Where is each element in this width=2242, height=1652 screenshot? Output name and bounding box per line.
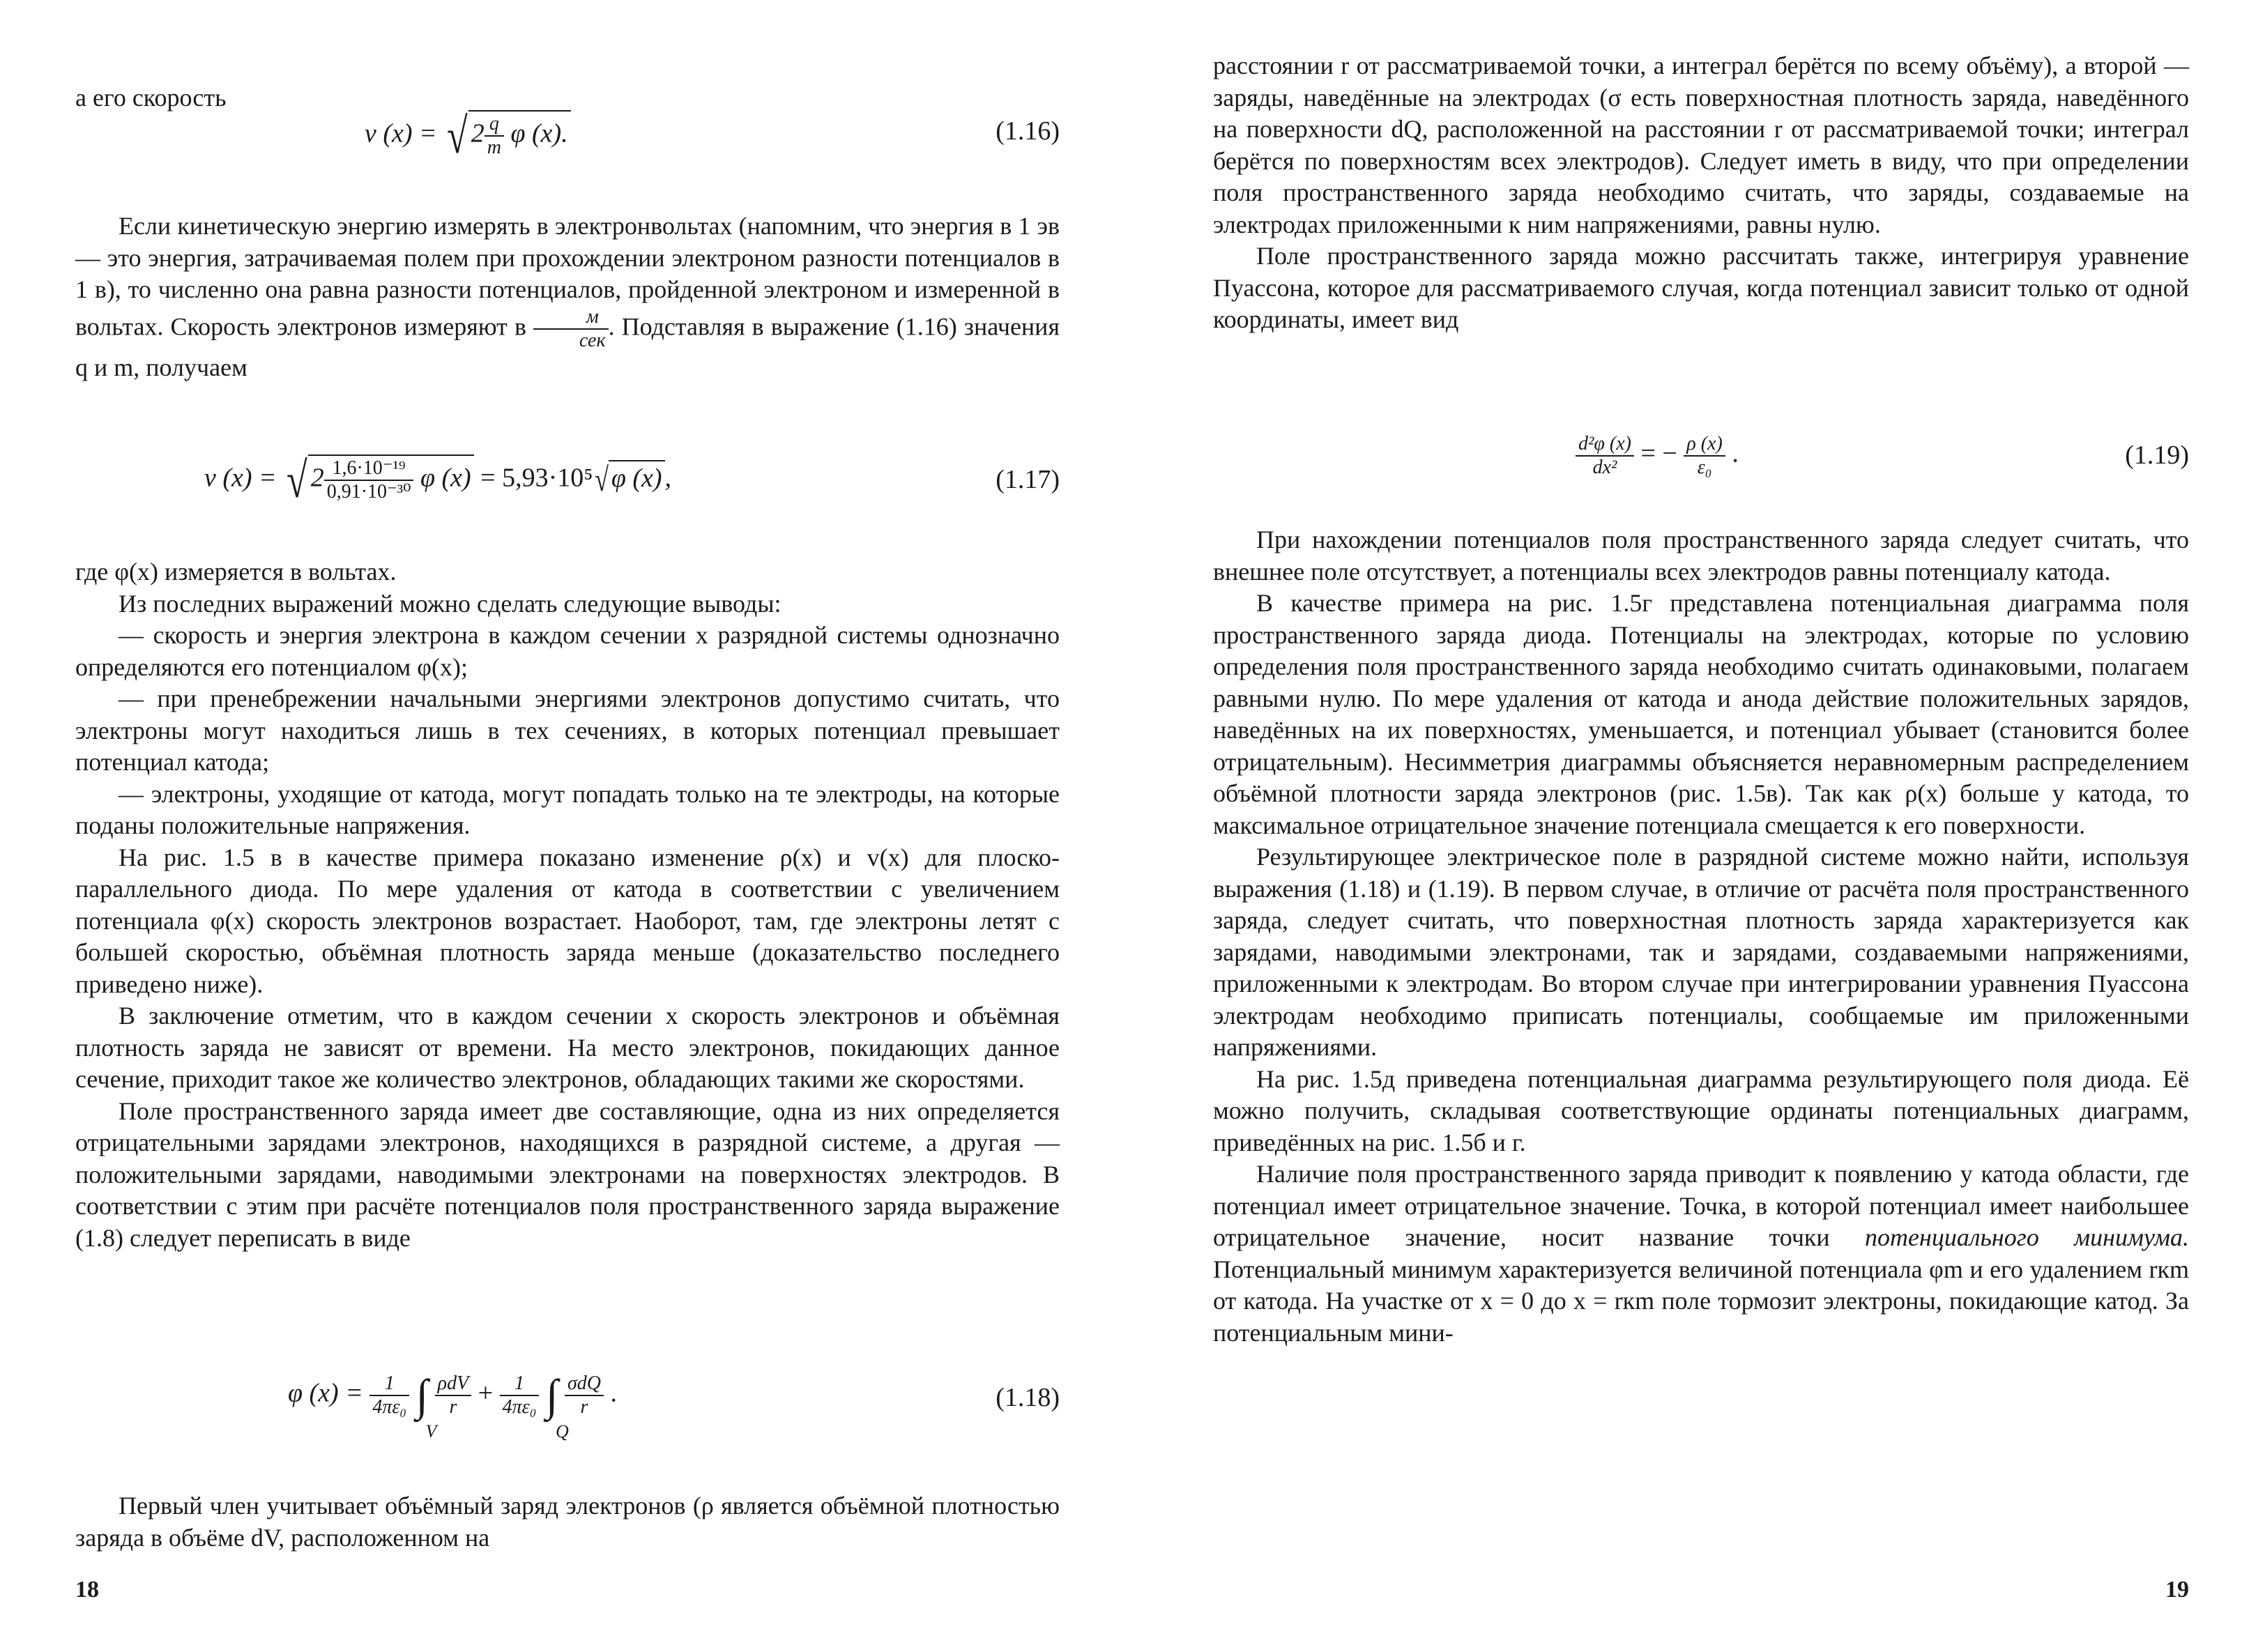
eq-1-16-phi: φ (x). bbox=[510, 118, 568, 148]
potential-minimum-text-b: Потенциальный минимум характеризуется величиной потенциала φm и его удалением rкm от катода. На участке от x = 0 до x = rкm поле тормозит электроны, покидающие катод. За потенциальным мини- bbox=[1213, 1255, 2189, 1347]
integral-volume-sub: V bbox=[425, 1421, 437, 1441]
eq-1-19-number: (1.19) bbox=[2125, 441, 2189, 470]
eq-1-19-period: . bbox=[1732, 438, 1739, 468]
eq-1-16-lhs: v (x) = bbox=[365, 118, 437, 148]
eq-1-19-rhs bbox=[1684, 433, 1725, 479]
radical-sign: √ bbox=[287, 452, 307, 508]
integrand-2-num: σdQ bbox=[565, 1372, 604, 1396]
eq-1-19-lhs-den: dx² bbox=[1592, 457, 1617, 478]
integrand-1-den: r bbox=[449, 1396, 457, 1418]
eq-1-19-equals: = − bbox=[1640, 438, 1677, 468]
integral-volume-icon: ∫ V bbox=[415, 1370, 437, 1441]
left-body bbox=[75, 556, 1060, 1254]
paragraph-time-independence: В заключение отметим, что в каждом сечении x скорость электронов и объёмная плотность заряда не зависят от времени. На место электронов, покидающих данное сечение, приходит такое же количество электронов, обладающих такими же скоростями. bbox=[75, 1002, 1060, 1093]
radical-sign-2: √ bbox=[595, 461, 609, 498]
eq-1-17-frac bbox=[324, 457, 414, 503]
page-number-18: 18 bbox=[75, 1577, 99, 1603]
equation-1-18 bbox=[75, 1363, 1060, 1460]
right-body-top bbox=[1213, 50, 2189, 336]
eq-1-17-lhs: v (x) = bbox=[204, 463, 277, 493]
paragraph-external-field: При нахождении потенциалов поля пространственного заряда следует считать, что внешнее поле отсутствует, а потенциалы всех электродов равны потенциалу катода. bbox=[1213, 526, 2189, 586]
intro-line: а его скорость bbox=[75, 84, 227, 112]
paragraph-poisson: Поле пространственного заряда можно рассчитать также, интегрируя уравнение Пуассона, которое для рассматриваемого случая, когда потенциал зависит только от одной координаты, имеет вид bbox=[1213, 242, 2189, 333]
eq-1-19-rhs-den: ε₀ bbox=[1697, 457, 1712, 478]
eq-1-16-number: (1.16) bbox=[996, 116, 1060, 146]
paragraph-energy bbox=[75, 211, 1060, 383]
eq-1-17-rhs: = 5,93·10⁵ bbox=[480, 463, 593, 493]
eq-1-17-frac-den: 0,91·10⁻³⁰ bbox=[326, 481, 411, 503]
unit-den: сек bbox=[579, 329, 606, 351]
paragraph-fig-1-5d: На рис. 1.5д приведена потенциальная диаграмма результирующего поля диода. Её можно получить, складывая соответствующие ординаты потенциальных диаграмм, приведённых на рис. 1.5б и г. bbox=[1213, 1064, 2189, 1156]
eq-1-17-radicand bbox=[308, 454, 474, 503]
eq-1-17-number: (1.17) bbox=[996, 465, 1060, 494]
eq-1-19-lhs bbox=[1576, 433, 1634, 479]
paragraph-phi-volts: где φ(x) измеряется в вольтах. bbox=[75, 558, 397, 586]
paragraph-energy-text: Если кинетическую энергию измерять в электронвольтах (напомним, что энергия в 1 эв — это энергия, затрачиваемая полем при прохождении электроном разности потенциалов в 1 в), то численно она равна разности потенциалов, пройденной электроном и измеренной в вольтах. Скорость электронов измеряют в bbox=[75, 212, 1060, 340]
eq-1-19-lhs-num: d²φ (x) bbox=[1576, 433, 1634, 457]
left-page bbox=[75, 0, 1060, 1652]
unit-m-per-sec bbox=[533, 306, 609, 352]
eq-1-16-frac-num: q bbox=[485, 113, 504, 137]
eq-1-17-coef: 2 bbox=[310, 463, 324, 493]
paragraph-energy-tail: . Подставляя в выражение (1.16) значения q и m, получаем bbox=[75, 312, 1060, 381]
eq-1-18-plus: + bbox=[478, 1378, 494, 1408]
right-page bbox=[1213, 0, 2189, 1652]
eq-1-18-lhs: φ (x) = bbox=[288, 1378, 363, 1408]
unit-num: м bbox=[533, 306, 609, 330]
eq-1-18-integrand-2 bbox=[565, 1372, 604, 1418]
paragraph-potential-minimum bbox=[1213, 1158, 2189, 1349]
eq-1-17-comma: , bbox=[664, 463, 672, 493]
right-body bbox=[1213, 524, 2189, 1349]
coef-2-num: 1 bbox=[500, 1372, 540, 1396]
coef-1-num: 1 bbox=[369, 1372, 409, 1396]
eq-1-18-number: (1.18) bbox=[996, 1383, 1060, 1412]
bullet-3: — электроны, уходящие от катода, могут попадать только на те электроды, на которые поданы положительные напряжения. bbox=[75, 779, 1060, 839]
potential-minimum-term: потенциального минимума. bbox=[1865, 1223, 2190, 1251]
paragraph-conclusions: Из последних выражений можно сделать следующие выводы: bbox=[119, 589, 781, 618]
integral-surface-icon: ∫ Q bbox=[545, 1370, 569, 1441]
integrand-2-den: r bbox=[580, 1396, 588, 1418]
eq-1-16-radicand bbox=[468, 110, 571, 159]
paragraph-distance: расстоянии r от рассматриваемой точки, а интеграл берётся по всему объёму), а второй — заряды, наведённые на электродах (σ есть поверхностная плотность заряда, наведённого на поверхности dQ, расположенной на расстоянии r от рассматриваемой точки; интеграл берётся по поверхностям всех электродов). Следует иметь в виду, что при определении поля пространственного заряда необходимо считать, что заряды, создаваемые на электродах приложенными к ним напряжениями, равны нулю. bbox=[1213, 52, 2189, 238]
eq-1-16-frac-den: m bbox=[487, 137, 501, 158]
eq-1-18-integrand-1 bbox=[435, 1372, 472, 1418]
eq-1-18-coef-1 bbox=[369, 1372, 409, 1418]
bullet-1: — скорость и энергия электрона в каждом сечении x разрядной системы однозначно определяются его потенциалом φ(x); bbox=[75, 621, 1060, 681]
integrand-1-num: ρdV bbox=[435, 1372, 472, 1396]
page-number-19: 19 bbox=[2165, 1577, 2189, 1603]
potential-minimum-text-a: Наличие поля пространственного заряда приводит к появлению у катода области, где потенциал имеет отрицательное значение. Точка, в которой потенциал имеет наибольшее отрицательное значение, носит название точки bbox=[1213, 1160, 2189, 1251]
eq-1-17-phi: φ (x) bbox=[420, 463, 471, 493]
eq-1-18-coef-2 bbox=[500, 1372, 540, 1418]
eq-1-18-period: . bbox=[610, 1378, 618, 1408]
eq-1-16-frac bbox=[485, 113, 504, 159]
radical-sign: √ bbox=[447, 108, 468, 164]
bullet-2: — при пренебрежении начальными энергиями электронов допустимо считать, что электроны могут находиться лишь в тех сечениях, в которых потенциал превышает потенциал катода; bbox=[75, 684, 1060, 776]
paragraph-resulting-field: Результирующее электрическое поле в разрядной системе можно найти, используя выражения (1.18) и (1.19). В первом случае, в отличие от расчёта поля пространственного заряда, следует считать, что поверхностная плотность заряда характеризуется как зарядами, наводимыми электронами, так и зарядами, создаваемыми напряжениями, приложенными к электродам. Во втором случае при интегрировании уравнения Пуассона электродам необходимо приписать потенциалы, сообщаемые им приложенными напряжениями. bbox=[1213, 843, 2189, 1061]
paragraph-first-term: Первый член учитывает объёмный заряд электронов (ρ является объёмной плотностью заряда в объёме dV, расположенном на bbox=[75, 1492, 1060, 1552]
coef-2-den: 4πε₀ bbox=[502, 1396, 537, 1418]
eq-1-16-coef: 2 bbox=[471, 118, 485, 148]
eq-1-17-rhs-radicand: φ (x) bbox=[609, 460, 665, 494]
paragraph-fig-1-5g: В качестве примера на рис. 1.5г представлена потенциальная диаграмма поля пространственного заряда диода. Потенциалы на электродах, которые по условию определения поля пространственного заряда необходимо считать одинаковыми, полагаем равными нулю. По мере удаления от катода и анода действие положительных зарядов, наведённых на их поверхностях, уменьшается, и потенциал убывает (становится более отрицательным). Несимметрия диаграммы объясняется неравномерным распределением объёмной плотности заряда электронов (рис. 1.5в). Так как ρ(x) больше у катода, то максимальное отрицательное значение потенциала смещается к его поверхности. bbox=[1213, 589, 2189, 839]
eq-1-17-frac-num: 1,6·10⁻¹⁹ bbox=[324, 457, 414, 481]
equation-1-16 bbox=[75, 105, 1060, 174]
equation-1-17 bbox=[75, 446, 1060, 530]
integral-surface-sub: Q bbox=[555, 1421, 569, 1441]
coef-1-den: 4πε₀ bbox=[372, 1396, 407, 1418]
paragraph-space-charge: Поле пространственного заряда имеет две составляющие, одна из них определяется отрицательными зарядами электронов, находящихся в разрядной системе, а другая — положительными зарядами, наводимыми электронами на поверхностях электродов. В соответствии с этим при расчёте потенциалов поля пространственного заряда выражение (1.8) следует переписать в виде bbox=[75, 1096, 1060, 1252]
paragraph-fig-1-5v: На рис. 1.5 в в качестве примера показано изменение ρ(x) и v(x) для плоско-параллельного диода. По мере удаления от катода в соответствии с увеличением потенциала φ(x) скорость электронов возрастает. Наоборот, там, где электроны летят с большей скоростью, объёмная плотность заряда меньше (доказательство последнего приведено ниже). bbox=[75, 843, 1060, 998]
eq-1-19-rhs-num: ρ (x) bbox=[1684, 433, 1725, 457]
equation-1-19 bbox=[1213, 429, 2189, 505]
